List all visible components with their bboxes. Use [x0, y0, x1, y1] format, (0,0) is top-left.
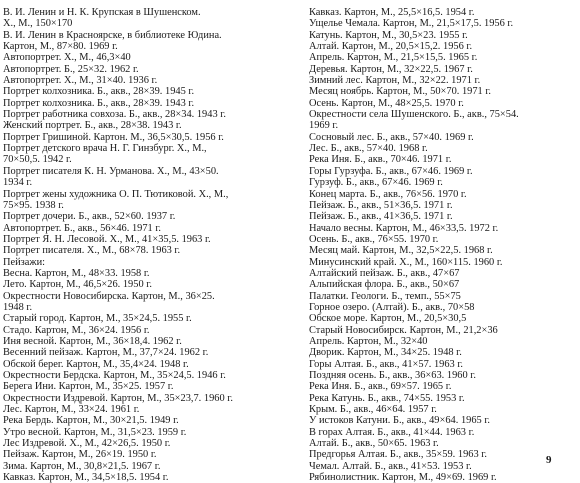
catalog-entry — [3, 257, 303, 268]
entry-text: Рябинолистник. Картон, М., 49×69. 1969 г. — [309, 472, 497, 483]
catalog-entry — [309, 381, 573, 392]
entry-text: В горах Алтая. Б., акв., 41×44. 1963 г. — [309, 426, 475, 438]
catalog-entry — [309, 223, 573, 234]
catalog-entry — [3, 109, 303, 120]
entry-text: Портрет колхозника. Б., акв., 28×39. 1945 г. — [3, 86, 195, 98]
entry-text-continued: Х., М., 150×170 — [3, 18, 73, 30]
entry-text: Портрет Я. Н. Лесовой. Х., М., 41×35,5. 1963 г. — [3, 233, 211, 245]
catalog-entry — [3, 234, 303, 245]
entry-text-continued: 1948 г. — [3, 301, 33, 313]
entry-text: Гурзуф. Б., акв., 67×46. 1969 г. — [309, 177, 443, 189]
catalog-entry — [3, 86, 303, 97]
catalog-entry — [3, 325, 303, 336]
catalog-entry — [3, 472, 303, 483]
entry-text: Апрель. Картон, М., 21,5×15,5. 1965 г. — [309, 52, 478, 64]
entry-text: Иня весной. Картон, М., 36×18,4. 1962 г. — [3, 335, 182, 347]
catalog-entry — [3, 313, 303, 324]
catalog-column-right — [309, 7, 573, 483]
entry-text: Минусинский край. Х., М., 160×115. 1960 г. — [309, 256, 503, 268]
catalog-entry — [3, 268, 303, 279]
catalog-entry — [309, 449, 573, 460]
catalog-entry — [3, 291, 303, 314]
entry-text: Предгорья Алтая. Б., акв., 35×59. 1963 г. — [309, 449, 487, 461]
catalog-entry — [3, 427, 303, 438]
entry-text: Крым. Б., акв., 46×64. 1957 г. — [309, 404, 437, 416]
catalog-entry — [3, 166, 303, 189]
entry-text-continued: 75×95. 1938 г. — [3, 199, 64, 211]
entry-text: Портрет колхозника. Б., акв., 28×39. 1943 г. — [3, 97, 195, 109]
catalog-entry — [3, 30, 303, 53]
catalog-entry — [309, 415, 573, 426]
catalog-entry — [3, 143, 303, 166]
entry-text: Ущелье Чемала. Картон, М., 21,5×17,5. 1956 г. — [309, 18, 514, 30]
entry-text: Алтай. Б., акв., 50×65. 1963 г. — [309, 438, 439, 450]
catalog-entry — [3, 449, 303, 460]
entry-text: Чемал. Алтай. Б., акв., 41×53. 1953 г. — [309, 460, 472, 472]
catalog-entry — [309, 143, 573, 154]
entry-text-continued: Картон, М., 87×80. 1969 г. — [3, 41, 118, 53]
catalog-entry — [309, 347, 573, 358]
catalog-entry — [309, 200, 573, 211]
catalog-entry — [309, 64, 573, 75]
catalog-entry — [309, 132, 573, 143]
entry-text: Осень. Б., акв., 76×55. 1970 г. — [309, 233, 439, 245]
catalog-entry — [309, 325, 573, 336]
catalog-entry — [309, 257, 573, 268]
entry-text: Пейзаж. Б., акв., 51×36,5. 1971 г. — [309, 199, 453, 211]
catalog-entry — [309, 472, 573, 483]
catalog-entry — [309, 313, 573, 324]
catalog-entry — [3, 189, 303, 212]
entry-text: Дворик. Картон, М., 34×25. 1948 г. — [309, 347, 462, 359]
catalog-entry — [3, 370, 303, 381]
catalog-entry — [309, 177, 573, 188]
entry-text: Автопортрет. Х., М., 31×40. 1936 г. — [3, 75, 158, 87]
entry-text: Портрет Гришиной. Картон. М., 36,5×30,5. 1956 г. — [3, 131, 224, 143]
catalog-entry — [3, 279, 303, 290]
entry-text: Портрет детского врача Н. Г. Гинзбург. Х., М., — [3, 143, 207, 155]
catalog-entry — [3, 393, 303, 404]
catalog-entry — [3, 347, 303, 358]
catalog-entry — [309, 7, 573, 18]
entry-text: Конец марта. Б., акв., 76×56. 1970 г. — [309, 188, 467, 200]
catalog-entry — [3, 64, 303, 75]
catalog-entry — [309, 302, 573, 313]
entry-text: Портрет писателя. Х., М., 68×78. 1963 г. — [3, 245, 181, 257]
catalog-entry — [309, 189, 573, 200]
catalog-entry — [309, 75, 573, 86]
entry-text: Весенний пейзаж. Картон, М., 37,7×24. 1962 г. — [3, 347, 209, 359]
entry-text: Женский портрет. Б., акв., 28×38. 1943 г. — [3, 120, 182, 132]
entry-text: Алтайский пейзаж. Б., акв., 47×67 — [309, 267, 460, 279]
entry-text: Деревья. Картон, М., 32×22,5. 1967 г. — [309, 63, 473, 75]
entry-text: Месяц ноябрь. Картон, М., 50×70. 1971 г. — [309, 86, 492, 98]
catalog-entry — [309, 279, 573, 290]
catalog-entry — [3, 132, 303, 143]
entry-text: Автопортрет. Б., акв., 56×46. 1971 г. — [3, 222, 162, 234]
entry-text: Река Катунь. Б., акв., 74×55. 1953 г. — [309, 392, 465, 404]
entry-text: Месяц май. Картон, М., 32,5×22,5. 1968 г. — [309, 245, 493, 257]
entry-text-continued: 1969 г. — [309, 120, 339, 132]
entry-text: Пейзаж. Картон, М., 26×19. 1950 г. — [3, 449, 157, 461]
entry-text: Окрестности Новосибирска. Картон, М., 36×25. — [3, 290, 215, 302]
catalog-entry — [309, 393, 573, 404]
entry-text-continued: 1934 г. — [3, 177, 33, 189]
entry-text: Лес. Картон, М., 33×24. 1961 г. — [3, 404, 140, 416]
entry-text: В. И. Ленин в Красноярске, в библиотеке Юдина. — [3, 29, 222, 41]
entry-text: Горное озеро. (Алтай). Б., акв., 70×58 — [309, 301, 475, 313]
catalog-entry — [309, 234, 573, 245]
entry-text: Горы Гурзуфа. Б., акв., 67×46. 1969 г. — [309, 165, 473, 177]
entry-text: Берега Ини. Картон, М., 35×25. 1957 г. — [3, 381, 174, 393]
catalog-entry — [309, 18, 573, 29]
catalog-entry — [309, 427, 573, 438]
entry-text: Старый Новосибирск. Картон, М., 21,2×36 — [309, 324, 498, 336]
catalog-entry — [309, 166, 573, 177]
catalog-entry — [3, 336, 303, 347]
catalog-entry — [3, 98, 303, 109]
entry-text: Окрестности Бердска. Картон, М., 35×24,5. 1946 г. — [3, 370, 226, 381]
entry-text: Зима. Картон, М., 30,8×21,5. 1967 г. — [3, 460, 161, 472]
catalog-entry — [309, 404, 573, 415]
entry-text: Река Бердь. Картон, М., 30×21,5. 1949 г. — [3, 415, 179, 427]
entry-text: Алтай. Картон, М., 20,5×15,2. 1956 г. — [309, 41, 473, 53]
entry-text: Окрестности села Шушенского. Б., акв., 75×54. — [309, 109, 519, 121]
entry-text: Сосновый лес. Б., акв., 57×40. 1969 г. — [309, 131, 474, 143]
entry-text: Обской берег. Картон, М., 35,4×24. 1948 г. — [3, 358, 189, 370]
entry-text: Портрет работника совхоза. Б., акв., 28×34. 1943 г. — [3, 109, 226, 121]
entry-text: Осень. Картон, М., 48×25,5. 1970 г. — [309, 97, 464, 109]
entry-text: Начало весны. Картон, М., 46×33,5. 1972 г. — [309, 222, 499, 234]
catalog-entry — [309, 370, 573, 381]
catalog-entry — [3, 211, 303, 222]
catalog-entry — [309, 461, 573, 472]
entry-text: Горы Алтая. Б., акв., 41×57. 1963 г. — [309, 358, 464, 370]
catalog-entry — [3, 381, 303, 392]
entry-text: Кавказ. Картон, М., 34,5×18,5. 1954 г. — [3, 472, 169, 483]
catalog-entry — [309, 291, 573, 302]
catalog-entry — [3, 245, 303, 256]
catalog-column-left — [3, 7, 303, 483]
catalog-entry — [309, 52, 573, 63]
entry-text: Портрет жены художника О. П. Тютиковой. Х., М., — [3, 188, 229, 200]
page-number: 9 — [546, 454, 552, 466]
entry-text: Кавказ. Картон, М., 25,5×16,5. 1954 г. — [309, 7, 475, 18]
entry-text: Катунь. Картон, М., 30,5×23. 1955 г. — [309, 29, 468, 41]
entry-text: Альпийская флора. Б., акв., 50×67 — [309, 279, 460, 291]
catalog-entry — [309, 98, 573, 109]
catalog-entry — [309, 359, 573, 370]
catalog-entry — [309, 30, 573, 41]
catalog-entry — [309, 154, 573, 165]
entry-text: Пейзажи: — [3, 256, 46, 268]
entry-text: Зимний лес. Картон, М., 32×22. 1971 г. — [309, 75, 481, 87]
entry-text: Стадо. Картон, М., 36×24. 1956 г. — [3, 324, 150, 336]
catalog-entry — [309, 41, 573, 52]
catalog-entry — [309, 211, 573, 222]
entry-text-continued: 70×50,5. 1942 г. — [3, 154, 72, 166]
entry-text: Утро весной. Картон, М., 31,5×23. 1959 г. — [3, 426, 187, 438]
entry-text: Окрестности Издревой. Картон, М., 35×23,7. 1960 г. — [3, 392, 233, 404]
entry-text: У истоков Катуни. Б., акв., 49×64. 1965 г. — [309, 415, 491, 427]
entry-text: Весна. Картон, М., 48×33. 1958 г. — [3, 267, 150, 279]
entry-text: Пейзаж. Б., акв., 41×36,5. 1971 г. — [309, 211, 453, 223]
catalog-entry — [3, 7, 303, 30]
catalog-entry — [3, 415, 303, 426]
catalog-entry — [3, 461, 303, 472]
entry-text: Старый город. Картон, М., 35×24,5. 1955 г. — [3, 313, 192, 325]
entry-text: Река Иня. Б., акв., 70×46. 1971 г. — [309, 154, 452, 166]
entry-text: Лето. Картон, М., 46,5×26. 1950 г. — [3, 279, 152, 291]
entry-text: Лес Издревой. Х., М., 42×26,5. 1950 г. — [3, 438, 171, 450]
entry-text: Автопортрет. Х., М., 46,3×40 — [3, 52, 131, 64]
catalog-entry — [3, 75, 303, 86]
catalog-entry — [3, 404, 303, 415]
entry-text: Река Иня. Б., акв., 69×57. 1965 г. — [309, 381, 452, 393]
catalog-entry — [309, 438, 573, 449]
catalog-entry — [3, 359, 303, 370]
entry-text: Апрель. Картон, М., 32×40 — [309, 335, 428, 347]
catalog-entry — [309, 268, 573, 279]
entry-text: В. И. Ленин и Н. К. Крупская в Шушенском. — [3, 7, 201, 18]
catalog-entry — [309, 109, 573, 132]
catalog-entry — [309, 245, 573, 256]
catalog-entry — [309, 336, 573, 347]
entry-text: Лес. Б., акв., 57×40. 1968 г. — [309, 143, 428, 155]
catalog-entry — [3, 223, 303, 234]
catalog-entry — [3, 438, 303, 449]
catalog-entry — [309, 86, 573, 97]
entry-text: Портрет дочери. Б., акв., 52×60. 1937 г. — [3, 211, 176, 223]
entry-text: Поздняя осень. Б., акв., 36×63. 1960 г. — [309, 370, 476, 381]
entry-text: Автопортрет. Б., 25×32. 1962 г. — [3, 63, 139, 75]
entry-text: Портрет писателя К. Н. Урманова. Х., М., 43×50. — [3, 165, 219, 177]
entry-text: Обское море. Картон, М., 20,5×30,5 — [309, 313, 467, 325]
catalog-entry — [3, 52, 303, 63]
catalog-entry — [3, 120, 303, 131]
entry-text: Палатки. Геологи. Б., темп., 55×75 — [309, 290, 461, 302]
